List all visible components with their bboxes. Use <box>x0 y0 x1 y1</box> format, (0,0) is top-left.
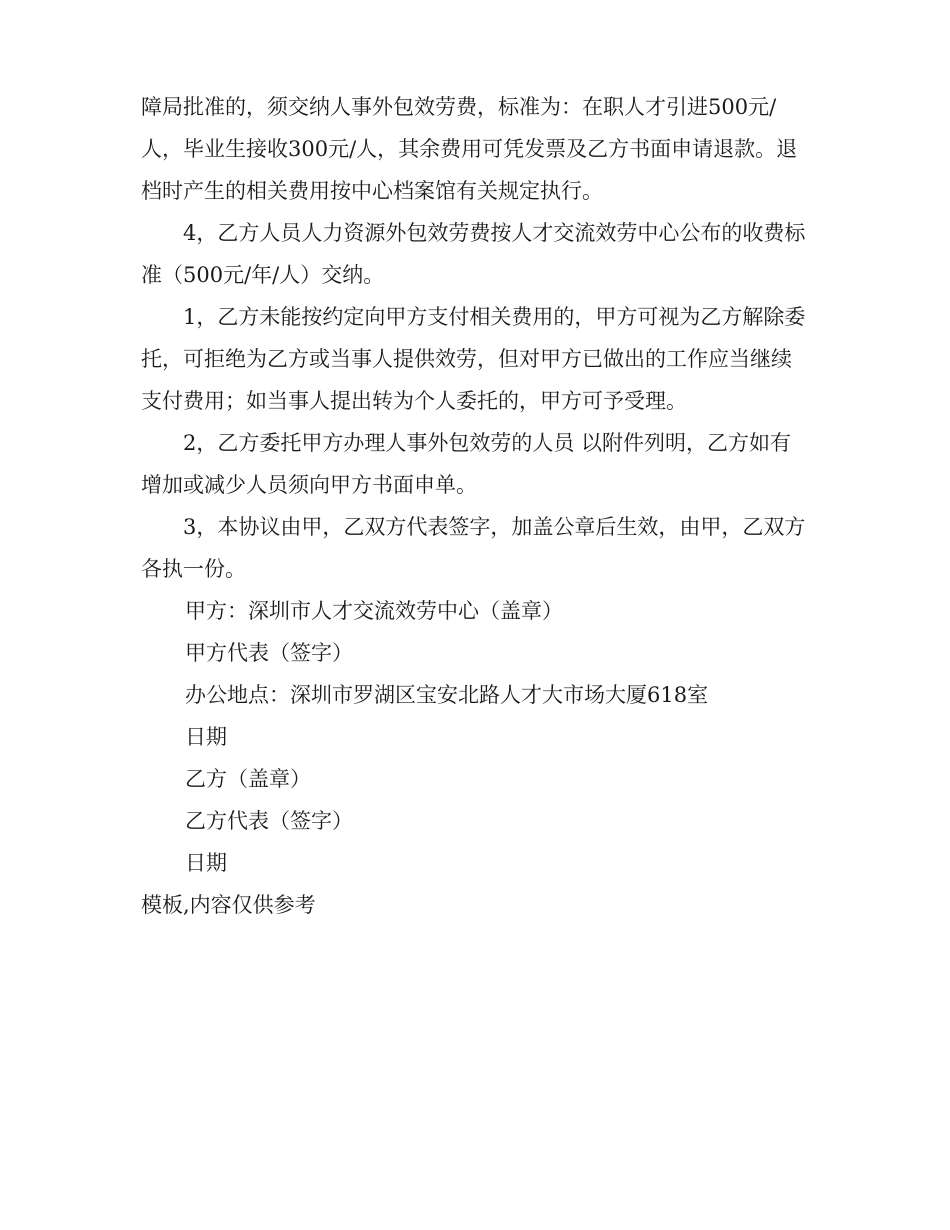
party-a-representative: 甲方代表（签字） <box>185 641 353 665</box>
party-b-representative: 乙方代表（签字） <box>185 809 353 833</box>
document-body <box>141 86 811 926</box>
office-address: 办公地点：深圳市罗湖区宝安北路人才大市场大厦618室 <box>185 683 709 707</box>
party-b-seal: 乙方（盖章） <box>185 767 311 791</box>
paragraph-fee-standard: 障局批准的，须交纳人事外包效劳费，标准为：在职人才引进500元/人，毕业生接收300元/人，其余费用可凭发票及乙方书面申请退款。退档时产生的相关费用按中心档案馆有关规定执行。 <box>141 95 798 203</box>
party-b-date: 日期 <box>185 851 227 875</box>
paragraph-clause-2: 2，乙方委托甲方办理人事外包效劳的人员 以附件列明，乙方如有增加或减少人员须向甲方书面申单。 <box>141 431 792 497</box>
template-disclaimer: 模板,内容仅供参考 <box>141 893 316 917</box>
paragraph-clause-1: 1，乙方未能按约定向甲方支付相关费用的，甲方可视为乙方解除委托，可拒绝为乙方或当事人提供效劳，但对甲方已做出的工作应当继续支付费用；如当事人提出转为个人委托的，甲方可予受理。 <box>141 305 806 413</box>
party-a-date: 日期 <box>185 725 227 749</box>
party-a-name: 甲方：深圳市人才交流效劳中心（盖章） <box>185 599 563 623</box>
paragraph-clause-4: 4，乙方人员人力资源外包效劳费按人才交流效劳中心公布的收费标准（500元/年/人）交纳。 <box>141 221 806 287</box>
paragraph-clause-3: 3，本协议由甲，乙双方代表签字，加盖公章后生效，由甲，乙双方各执一份。 <box>141 515 806 581</box>
